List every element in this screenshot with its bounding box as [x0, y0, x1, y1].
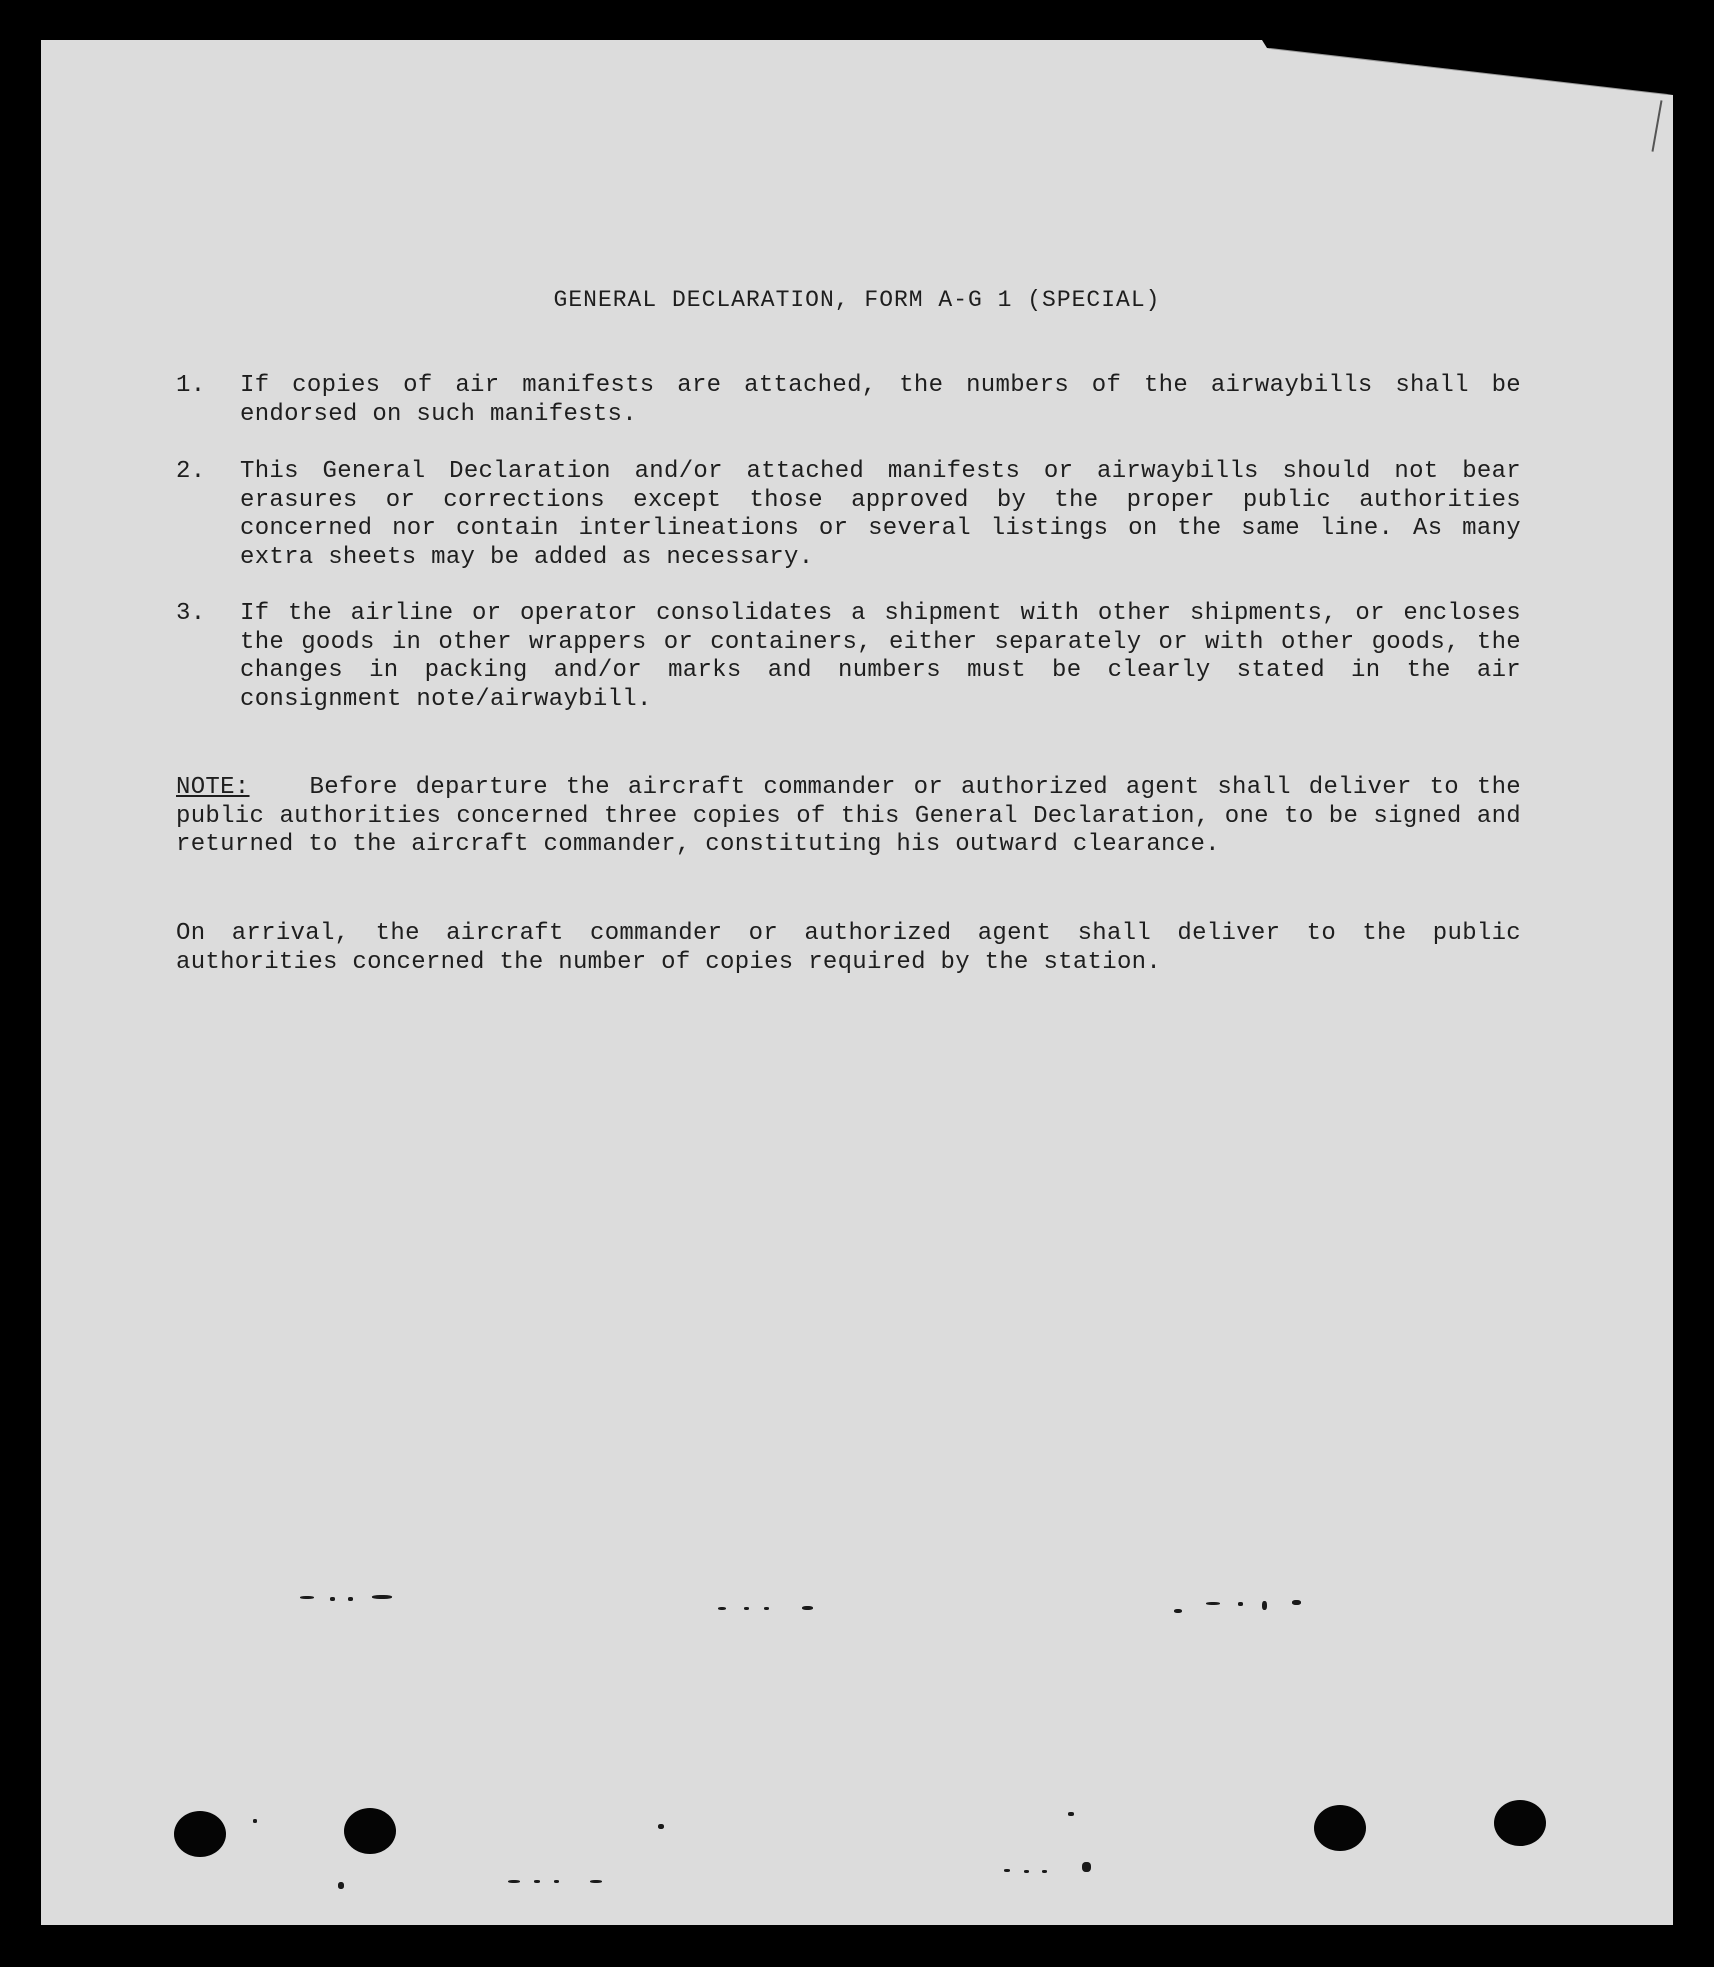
- scan-speck: [534, 1880, 540, 1883]
- item-number: 2.: [176, 458, 206, 485]
- scan-speck: [330, 1597, 335, 1601]
- punch-hole: [1494, 1800, 1546, 1846]
- item-number: 3.: [176, 600, 206, 627]
- note-paragraph: [176, 774, 1521, 860]
- list-item-3: [176, 600, 1521, 714]
- scan-speck: [590, 1880, 602, 1883]
- note-label: NOTE:: [176, 774, 250, 801]
- document-title: GENERAL DECLARATION, FORM A-G 1 (SPECIAL): [553, 287, 1161, 313]
- scan-speck: [1068, 1812, 1074, 1816]
- scan-speck: [508, 1880, 520, 1883]
- scan-speck: [1262, 1601, 1267, 1610]
- scan-speck: [744, 1607, 749, 1610]
- scan-speck: [802, 1606, 813, 1610]
- arrival-paragraph: On arrival, the aircraft commander or authorized agent shall deliver to the public authorities concerned the number of copies required by the station.: [176, 920, 1521, 976]
- punch-hole: [174, 1811, 226, 1857]
- scan-speck: [338, 1882, 344, 1889]
- scan-speck: [372, 1595, 392, 1599]
- note-text: Before departure the aircraft commander or authorized agent shall deliver to the public authorities concerned three copies of this General Declaration, one to be signed and returned to the aircraft commander, constituting his outward clearance.: [176, 774, 1521, 858]
- item-number: 1.: [176, 372, 206, 399]
- scan-speck: [300, 1596, 314, 1599]
- item-text: If the airline or operator consolidates a shipment with other shipments, or encloses the goods in other wrappers or containers, either separately or with other goods, the changes in packing and/or marks and numbers must be clearly stated in the air consignment note/airwaybill.: [240, 600, 1521, 713]
- scan-speck: [1292, 1600, 1301, 1605]
- scan-speck: [1238, 1602, 1243, 1606]
- scan-speck: [253, 1819, 257, 1823]
- scan-speck: [718, 1607, 726, 1610]
- item-text: If copies of air manifests are attached, the numbers of the airwaybills shall be endorsed on such manifests.: [240, 372, 1521, 428]
- scan-speck: [1024, 1870, 1029, 1873]
- scan-speck: [1206, 1602, 1220, 1605]
- list-item-1: [176, 372, 1521, 429]
- scan-speck: [764, 1607, 769, 1610]
- scan-speck: [1174, 1609, 1182, 1613]
- punch-hole: [344, 1808, 396, 1854]
- punch-hole: [1314, 1805, 1366, 1851]
- list-item-2: [176, 458, 1521, 572]
- scan-speck: [658, 1824, 664, 1829]
- scan-speck: [554, 1880, 559, 1883]
- scan-speck: [1004, 1869, 1010, 1872]
- item-text: This General Declaration and/or attached manifests or airwaybills should not bear erasures or corrections except those approved by the proper public authorities concerned nor contain interlineations or several listings on the same line. As many extra sheets may be added as necessary.: [240, 458, 1521, 571]
- document-page: [41, 40, 1673, 1925]
- scan-speck: [1082, 1862, 1091, 1872]
- scan-speck: [348, 1597, 353, 1601]
- scan-speck: [1042, 1870, 1047, 1873]
